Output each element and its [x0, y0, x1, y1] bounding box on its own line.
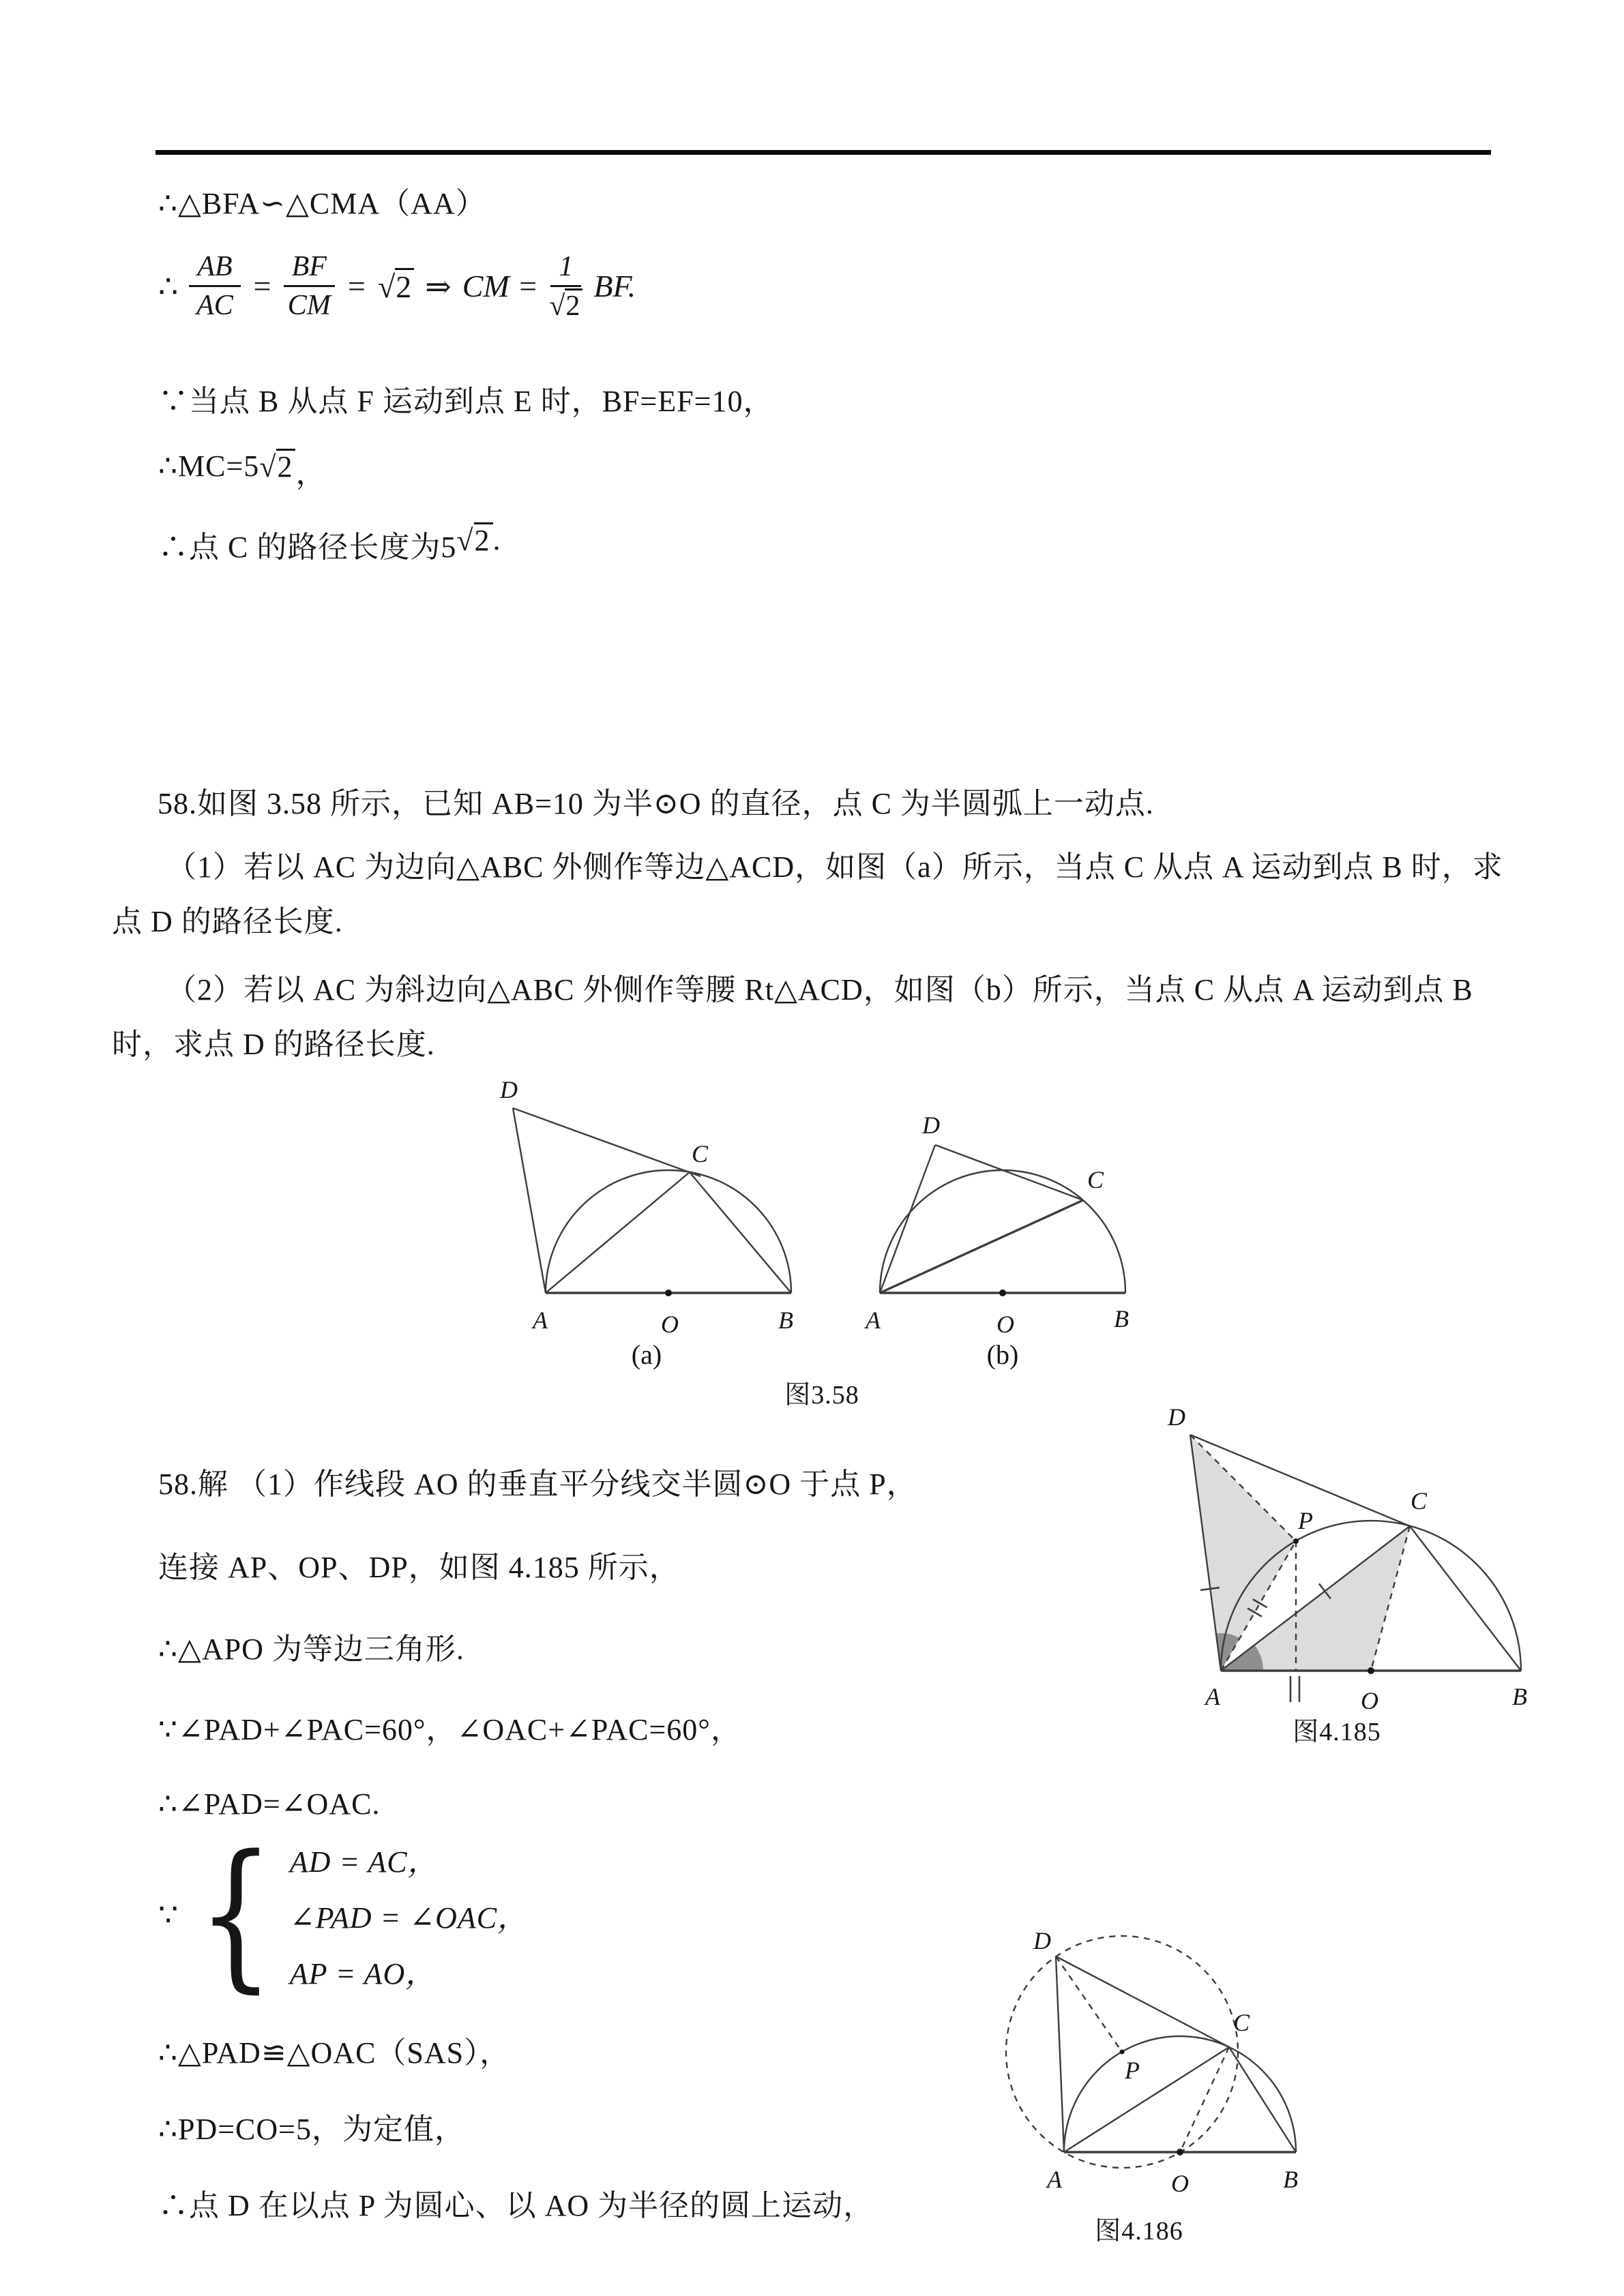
figure-4-186-caption: 图4.186: [1095, 2217, 1183, 2246]
point-label-b: B: [778, 1307, 793, 1334]
solution-line-1: 58.解 （1）作线段 AO 的垂直平分线交半圆⊙O 于点 P，: [158, 1467, 917, 1501]
point-label-p: P: [1125, 2057, 1140, 2084]
semicircle-arc: [546, 1170, 791, 1293]
segment-ac: [546, 1172, 690, 1293]
fraction-bf-cm: $\frac{BF}{CM}$: [284, 250, 335, 323]
bf-term: BF.: [593, 269, 636, 304]
point-label-d: D: [1033, 1927, 1051, 1954]
figure-4-185-caption: 图4.185: [1293, 1718, 1381, 1746]
sqrt-2-denominator: √ 2: [549, 288, 582, 323]
fraction-1-sqrt2: 1 √ 2: [549, 250, 582, 323]
point-label-o: O: [1361, 1687, 1378, 1714]
point-label-b: B: [1283, 2166, 1298, 2193]
system-rows: [290, 1837, 528, 1993]
therefore-symbol: ∴: [158, 269, 179, 304]
proof-line-mc: ∴MC=5 √ 2 ，: [158, 449, 327, 490]
proof-line-path-c: ∴点 C 的路径长度为5 √ 2 .: [158, 523, 501, 564]
proof-line-because-motion: ∵当点 B 从点 F 运动到点 E 时，BF=EF=10，: [158, 385, 774, 418]
point-p: [1293, 1538, 1299, 1544]
segment-dc: [935, 1145, 1083, 1200]
point-label-c: C: [691, 1140, 709, 1167]
figure-4-186: [982, 1852, 1419, 2234]
center-point-o: [999, 1289, 1006, 1296]
system-row-1: AD = AC，: [289, 1845, 439, 1879]
problem-58-part1: （1）若以 AC 为边向△ABC 外侧作等边△ACD，如图（a）所示，当点 C 从点 A 运动到点 B 时，求点 D 的路径长度.: [112, 850, 1503, 938]
center-point-o: [1177, 2149, 1183, 2156]
cm-equals: CM =: [462, 269, 539, 304]
point-label-d: D: [500, 1076, 518, 1103]
because-symbol: ∵: [158, 1898, 179, 1933]
equals-sign: =: [345, 269, 367, 304]
solution-line-2: 连接 AP、OP、DP，如图 4.185 所示，: [158, 1551, 680, 1584]
subfigure-label-a: (a): [631, 1339, 662, 1370]
center-point-o: [1368, 1667, 1374, 1674]
figure-4-185: [1119, 1398, 1555, 1718]
figure-3-58-b: [839, 1068, 1166, 1368]
equation-system: [158, 1821, 529, 2008]
point-label-a: A: [866, 1307, 881, 1334]
sqrt-2: √ 2: [456, 522, 492, 557]
figure-3-58-a: [477, 1068, 805, 1368]
center-point-o: [665, 1289, 672, 1296]
subfigure-label-b: (b): [986, 1339, 1019, 1370]
point-label-o: O: [996, 1311, 1014, 1338]
segment-ad: [513, 1108, 546, 1293]
system-row-3: AP = AO，: [289, 1957, 437, 1991]
proof-line-ratio-formula: [158, 250, 636, 323]
figure-3-58-caption: 图3.58: [784, 1381, 859, 1410]
point-label-d: D: [922, 1112, 940, 1139]
segment-dc: [1056, 1956, 1229, 2047]
system-row-2: ∠PAD = ∠OAC，: [289, 1901, 529, 1935]
header-rule: [156, 150, 1491, 155]
system-brace: {: [197, 1821, 275, 2008]
equals-sign: =: [251, 269, 273, 304]
problem-58-intro: 58.如图 3.58 所示，已知 AB=10 为半⊙O 的直径，点 C 为半圆弧上一动点.: [158, 787, 1154, 820]
point-label-a: A: [533, 1307, 548, 1334]
segment-ac: [880, 1200, 1083, 1293]
point-label-a: A: [1047, 2166, 1062, 2193]
solution-line-7: ∴PD=CO=5，为定值，: [158, 2113, 465, 2146]
sqrt-2: √ 2: [378, 268, 414, 304]
dashed-segment-dp: [1056, 1956, 1122, 2052]
solution-line-8: ∴点 D 在以点 P 为圆心、以 AO 为半径的圆上运动，: [158, 2189, 874, 2222]
segment-cb: [1410, 1526, 1521, 1671]
point-label-b: B: [1114, 1305, 1129, 1332]
segment-ad: [1056, 1956, 1064, 2152]
solution-line-3: ∴△APO 为等边三角形.: [158, 1632, 464, 1666]
semicircle-arc: [1064, 2036, 1296, 2152]
point-p: [1120, 2050, 1125, 2055]
point-label-b: B: [1512, 1683, 1527, 1710]
point-label-p: P: [1298, 1507, 1313, 1534]
segment-dc: [513, 1108, 700, 1176]
point-label-c: C: [1410, 1487, 1428, 1515]
point-label-c: C: [1232, 2009, 1250, 2036]
fraction-ab-ac: $\frac{AB}{AC}$: [189, 250, 240, 323]
solution-line-4: ∵∠PAD+∠PAC=60°，∠OAC+∠PAC=60°，: [158, 1713, 741, 1746]
proof-line-similarity: ∴△BFA∽△CMA（AA）: [158, 187, 486, 220]
sqrt-2: √ 2: [259, 449, 295, 483]
segment-cb: [1229, 2047, 1296, 2152]
problem-58-part2: （2）若以 AC 为斜边向△ABC 外侧作等腰 Rt△ACD，如图（b）所示，当点 C 从点 A 运动到点 B 时，求点 D 的路径长度.: [112, 973, 1473, 1061]
point-label-c: C: [1087, 1166, 1104, 1193]
point-label-o: O: [661, 1311, 679, 1338]
solution-line-5: ∴∠PAD=∠OAC.: [158, 1787, 381, 1821]
solution-line-6: ∴△PAD≌△OAC（SAS），: [158, 2036, 511, 2070]
point-label-a: A: [1205, 1683, 1220, 1710]
implies-arrow: ⇒: [425, 269, 452, 304]
point-label-o: O: [1171, 2170, 1189, 2197]
point-label-d: D: [1168, 1403, 1185, 1431]
